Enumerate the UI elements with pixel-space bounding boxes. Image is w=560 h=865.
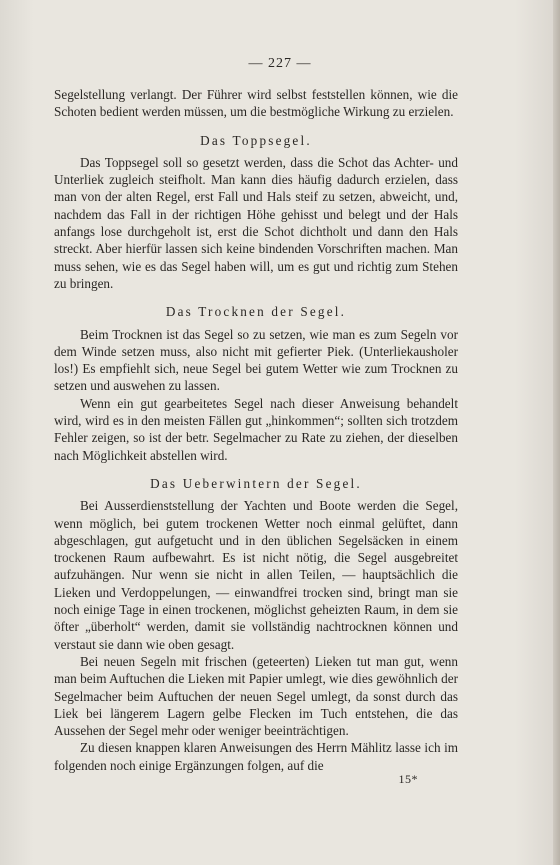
paragraph: Das Toppsegel soll so gesetzt werden, dass die Schot das Achter- und Unterliek zugleich steifholt. Man kann dies häufig dadurch erzielen, dass man von der alten Regel, erst Fall und Hals steif zu setzen, abweicht, und, nachdem das Fall in der richtigen Höhe gehisst und belegt und der Hals anfangs lose durchgeholt ist, erst die Schot dichtholt und dann den Hals streckt. Aber hierfür lassen sich keine bindenden Vorschriften machen. Man muss sehen, wie es das Segel haben will, um es gut und richtig zum Stehen zu bringen.: [54, 154, 458, 291]
page-number: — 227 —: [248, 56, 312, 71]
paragraph: Segelstellung verlangt. Der Führer wird selbst feststellen können, wie die Schoten bedient werden müssen, um die bestmögliche Wirkung zu erzielen.: [54, 87, 458, 120]
paragraph: Beim Trocknen ist das Segel so zu setzen, wie man es zum Segeln vor dem Winde setzen muss, also nicht mit gefierter Piek. (Unterliekausholer los!) Es empfiehlt sich, neue Segel bei gutem Wetter wie zum Trocknen zu setzen und auswehen zu lassen.: [54, 326, 458, 394]
signature-mark: 15*: [398, 772, 418, 786]
section-heading: Das Ueberwintern der Segel.: [150, 475, 362, 491]
paragraph: Bei Ausserdienststellung der Yachten und Boote werden die Segel, wenn möglich, bei gutem trockenen Wetter noch einmal gelüftet, dann abgeschlagen, gut aufgetucht und in den üblichen Segelsäcken in einem trockenen Raum aufbewahrt. Es ist nicht nötig, die Segel ausgebreitet aufzuhängen. Nur wenn sie nicht in allen Teilen, — hauptsächlich die Lieken und Verdoppelungen, — einwandfrei trocken sind, bringt man sie noch einige Tage in einen trockenen, möglichst geheizten Raum, in dem sie öfter „überholt“ werden, damit sie vollständig nachtrocknen können und verstaut sie dann wie oben gesagt.: [54, 498, 458, 652]
page-edge: [553, 0, 560, 865]
paragraph: Zu diesen knappen klaren Anweisungen des Herrn Mählitz lasse ich im folgenden noch einige Ergänzungen folgen, auf die: [54, 740, 458, 773]
section-heading: Das Toppsegel.: [200, 132, 312, 148]
section-heading: Das Trocknen der Segel.: [165, 304, 347, 320]
paragraph: Wenn ein gut gearbeitetes Segel nach dieser Anweisung behandelt wird, wird es in den meisten Fällen gut „hinkommen“; sollten sich trotzdem Fehler zeigen, so ist der betr. Segelmacher zu Rate zu ziehen, der dieselben nach Möglichkeit abstellen wird.: [54, 395, 458, 463]
page-body: [54, 86, 458, 774]
paragraph: Bei neuen Segeln mit frischen (geteerten) Lieken tut man gut, wenn man beim Auftuchen die Lieken mit Papier umlegt, wie dies gewöhnlich der Segelmacher beim Auftuchen der neuen Segel umlegt, da sonst durch das Liek bei längerem Lagern gelbe Flecken im Tuch entstehen, die das Aussehen der Segel mehr oder weniger beeinträchtigen.: [54, 653, 458, 739]
